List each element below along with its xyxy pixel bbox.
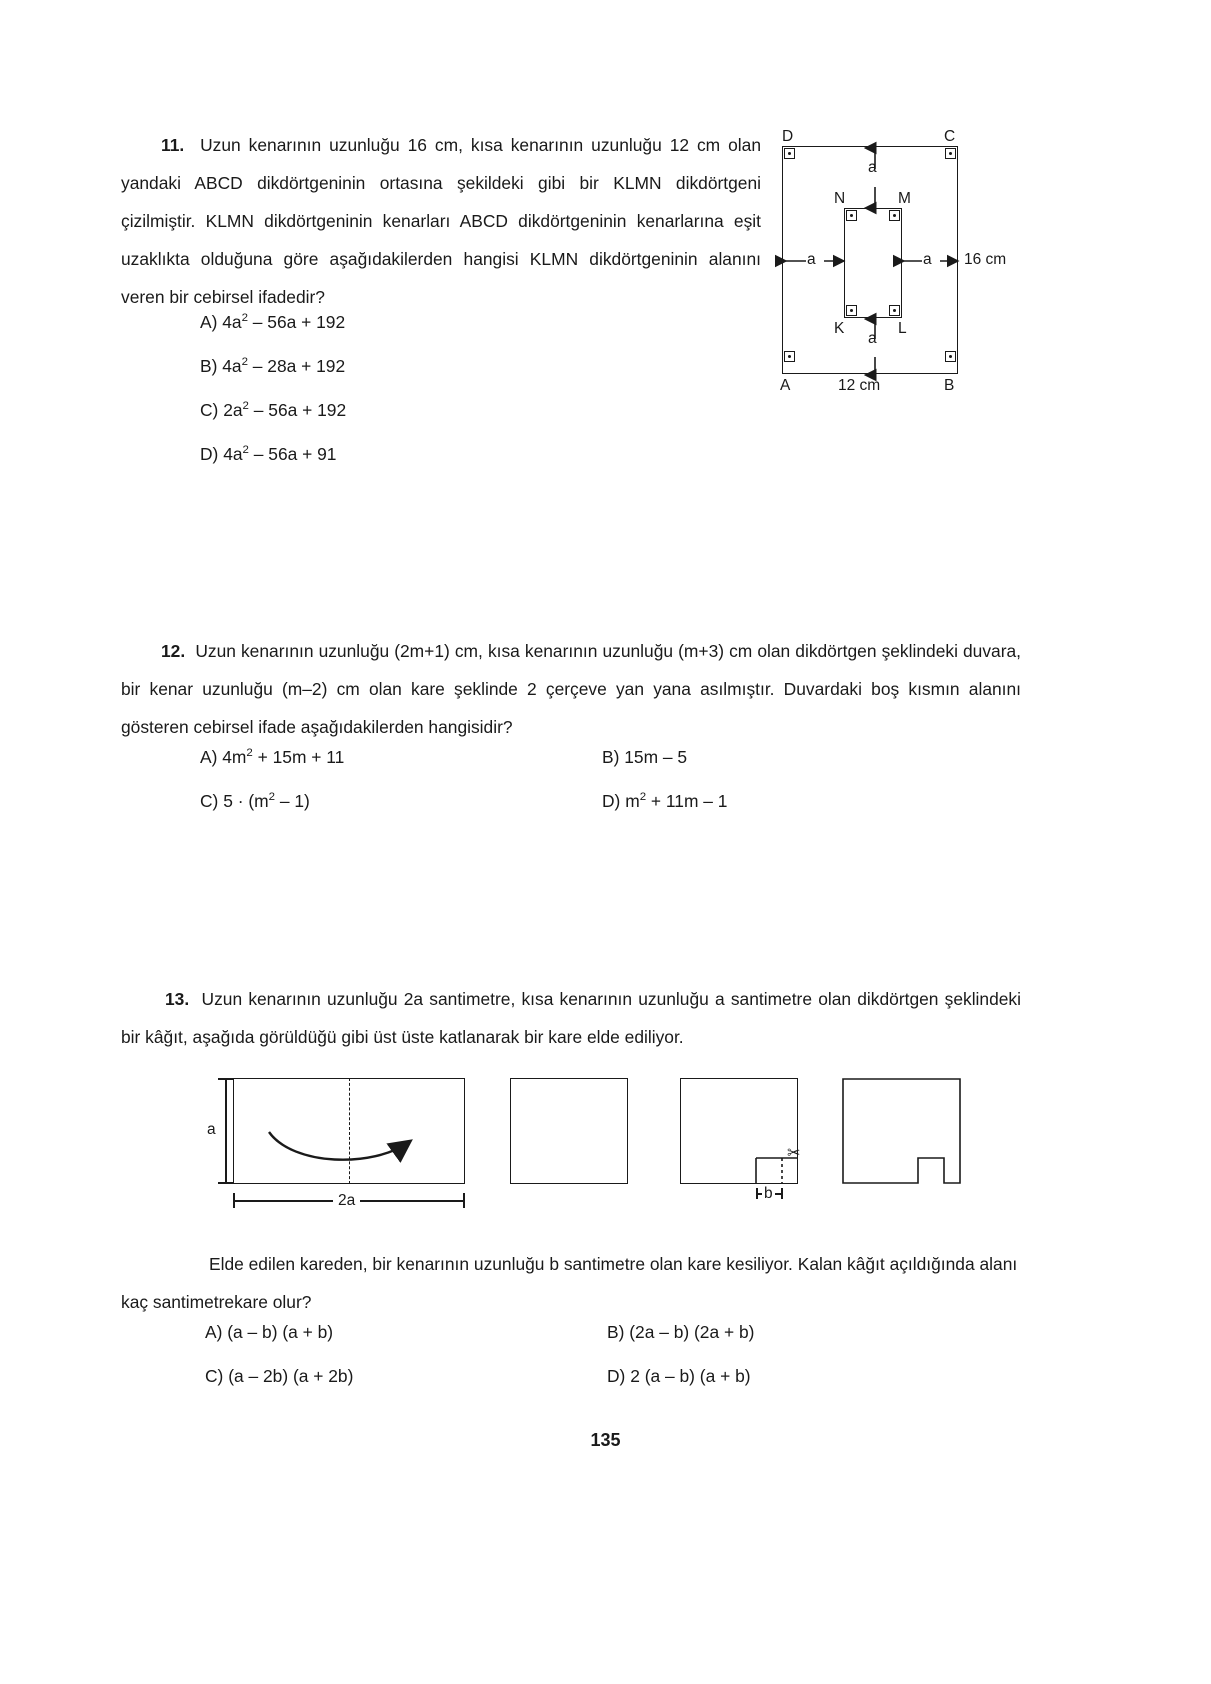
option-c-key: C) (205, 1366, 224, 1386)
question-11-number: 11. (161, 135, 185, 155)
option-b-key: B) (602, 747, 620, 767)
question-11 (121, 126, 761, 316)
option-d-key: D) (602, 791, 621, 811)
option-c[interactable] (200, 779, 310, 823)
option-d-base: 2 (a – b) (a + b) (630, 1366, 751, 1386)
option-a[interactable] (205, 1310, 333, 1354)
option-d-base: 4a (223, 444, 243, 464)
height-tick-bottom (218, 1182, 233, 1184)
option-b-base: 4a (222, 356, 242, 376)
vertex-label-b: B (944, 377, 955, 394)
question-11-options (200, 300, 346, 476)
paper-square-notch-removed (842, 1078, 972, 1190)
option-c-rest: – 1) (275, 791, 310, 811)
option-c-key: C) (200, 791, 219, 811)
option-d-exponent: 2 (242, 444, 249, 457)
right-angle-marker-d (784, 148, 795, 159)
option-d-base: m (625, 791, 640, 811)
option-d[interactable] (602, 779, 727, 823)
vertex-label-m: M (898, 190, 911, 207)
right-angle-marker-b (945, 351, 956, 362)
option-a-exponent: 2 (241, 312, 248, 325)
option-a-key: A) (200, 747, 218, 767)
option-c[interactable] (205, 1354, 353, 1398)
option-a-key: A) (200, 312, 218, 332)
width-tick-right (463, 1193, 465, 1208)
right-angle-marker-l (889, 305, 900, 316)
vertex-label-n: N (834, 190, 846, 207)
question-13-text: Uzun kenarının uzunluğu 2a santimetre, kısa kenarının uzunluğu a santimetre olan dikdörtgen şeklindeki bir kâğıt, aşağıda görüldüğü gibi üst üste katlanarak bir kare elde ediliyor. (121, 989, 1021, 1047)
option-b[interactable] (200, 344, 346, 388)
paper-square-folded (510, 1078, 628, 1184)
option-row-1 (205, 1310, 905, 1354)
question-13-number: 13. (165, 989, 190, 1009)
option-row-2 (205, 1354, 905, 1398)
option-row-1 (200, 735, 900, 779)
option-a-base: 4m (222, 747, 247, 767)
page-number: 135 (590, 1430, 621, 1450)
option-b[interactable] (607, 1310, 754, 1354)
question-11-text: Uzun kenarının uzunluğu 16 cm, kısa kenarının uzunluğu 12 cm olan yandaki ABCD dikdörtgeninin ortasına şekildeki gibi bir KLMN dikdörtgeni çizilmiştir. KLMN dikdörtgeninin kenarları ABCD dikdörtgeninin kenarlarına eşit uzaklıkta olduğuna göre aşağıdakilerden hangisi KLMN dikdörtgeninin alanını veren bir cebirsel ifadedir? (121, 135, 761, 307)
option-a-base: 4a (222, 312, 242, 332)
option-a-base: (a – b) (a + b) (227, 1322, 334, 1342)
vertex-label-l: L (898, 320, 907, 337)
question-11-figure (776, 128, 1007, 404)
option-c[interactable] (200, 388, 346, 432)
option-a[interactable] (200, 300, 346, 344)
option-c-key: C) (200, 400, 219, 420)
question-12-number: 12. (161, 641, 186, 661)
vertex-label-k: K (834, 320, 845, 337)
question-13-options (205, 1310, 905, 1398)
option-c-rest: – 56a + 192 (248, 400, 347, 420)
gap-arrow-top (867, 147, 883, 209)
option-d-key: D) (607, 1366, 626, 1386)
height-tick-line (225, 1078, 227, 1184)
option-a-exponent: 2 (246, 747, 253, 760)
vertex-label-a: A (780, 377, 791, 394)
option-c-base: 5 · (m (223, 791, 269, 811)
option-d-rest: + 11m – 1 (646, 791, 728, 811)
fold-arrow-icon (233, 1118, 433, 1178)
inner-rectangle-klmn (844, 208, 902, 318)
option-b-base: (2a – b) (2a + b) (629, 1322, 755, 1342)
question-12-options (200, 735, 900, 823)
option-b-key: B) (200, 356, 218, 376)
option-d[interactable] (200, 432, 346, 476)
height-label-16cm: 16 cm (964, 251, 1007, 268)
question-11-text-block (121, 126, 761, 316)
right-angle-marker-c (945, 148, 956, 159)
option-a-key: A) (205, 1322, 223, 1342)
gap-label-top: a (868, 159, 877, 176)
option-d-rest: – 56a + 91 (248, 444, 337, 464)
question-12-text: Uzun kenarının uzunluğu (2m+1) cm, kısa kenarının uzunluğu (m+3) cm olan dikdörtgen şeklindeki duvara, bir kenar uzunluğu (m–2) cm olan kare şeklinde 2 çerçeve yan yana asılmıştır. Duvardaki boş kısmın alanını gösteren cebirsel ifade aşağıdakilerden hangisidir? (121, 641, 1021, 737)
option-b-key: B) (607, 1322, 625, 1342)
option-c-exponent: 2 (242, 400, 249, 413)
option-d-exponent: 2 (639, 791, 647, 804)
gap-label-right: a (923, 251, 932, 268)
option-c-base: (a – 2b) (a + 2b) (228, 1366, 354, 1386)
right-angle-marker-a (784, 351, 795, 362)
option-b-base: 15m – 5 (624, 747, 688, 767)
option-a-rest: + 15m + 11 (252, 747, 345, 767)
cut-label-b: b (764, 1185, 773, 1202)
width-label-2a: 2a (333, 1192, 360, 1210)
question-12 (121, 632, 1021, 746)
option-c-exponent: 2 (268, 791, 275, 804)
option-d-key: D) (200, 444, 219, 464)
option-b-exponent: 2 (241, 356, 248, 369)
gap-label-left: a (807, 251, 816, 268)
option-a[interactable] (200, 735, 344, 779)
vertex-label-c: C (944, 128, 956, 145)
right-angle-marker-m (889, 210, 900, 221)
width-label-12cm: 12 cm (838, 377, 881, 394)
vertex-label-d: D (782, 128, 794, 145)
right-angle-marker-n (846, 210, 857, 221)
cut-outline-icon (680, 1078, 810, 1198)
scissors-icon: ✂ (787, 1145, 801, 1162)
question-13-text-block (121, 980, 1021, 1056)
option-d[interactable] (607, 1354, 751, 1398)
option-b-rest: – 28a + 192 (247, 356, 346, 376)
question-13-text2: Elde edilen kareden, bir kenarının uzunluğu b santimetre olan kare kesiliyor. Kalan kâğıt açıldığında alanı kaç santimetrekare olur? (121, 1254, 1018, 1312)
height-label-a: a (207, 1121, 216, 1138)
right-angle-marker-k (846, 305, 857, 316)
b-tick-right (781, 1188, 783, 1199)
question-12-text-block (121, 632, 1021, 746)
question-13 (121, 980, 1021, 1056)
option-c-base: 2a (223, 400, 243, 420)
gap-label-bottom: a (868, 330, 877, 347)
option-b[interactable] (602, 735, 687, 779)
option-a-rest: – 56a + 192 (247, 312, 346, 332)
question-13-figure (207, 1070, 970, 1215)
option-row-2 (200, 779, 900, 823)
